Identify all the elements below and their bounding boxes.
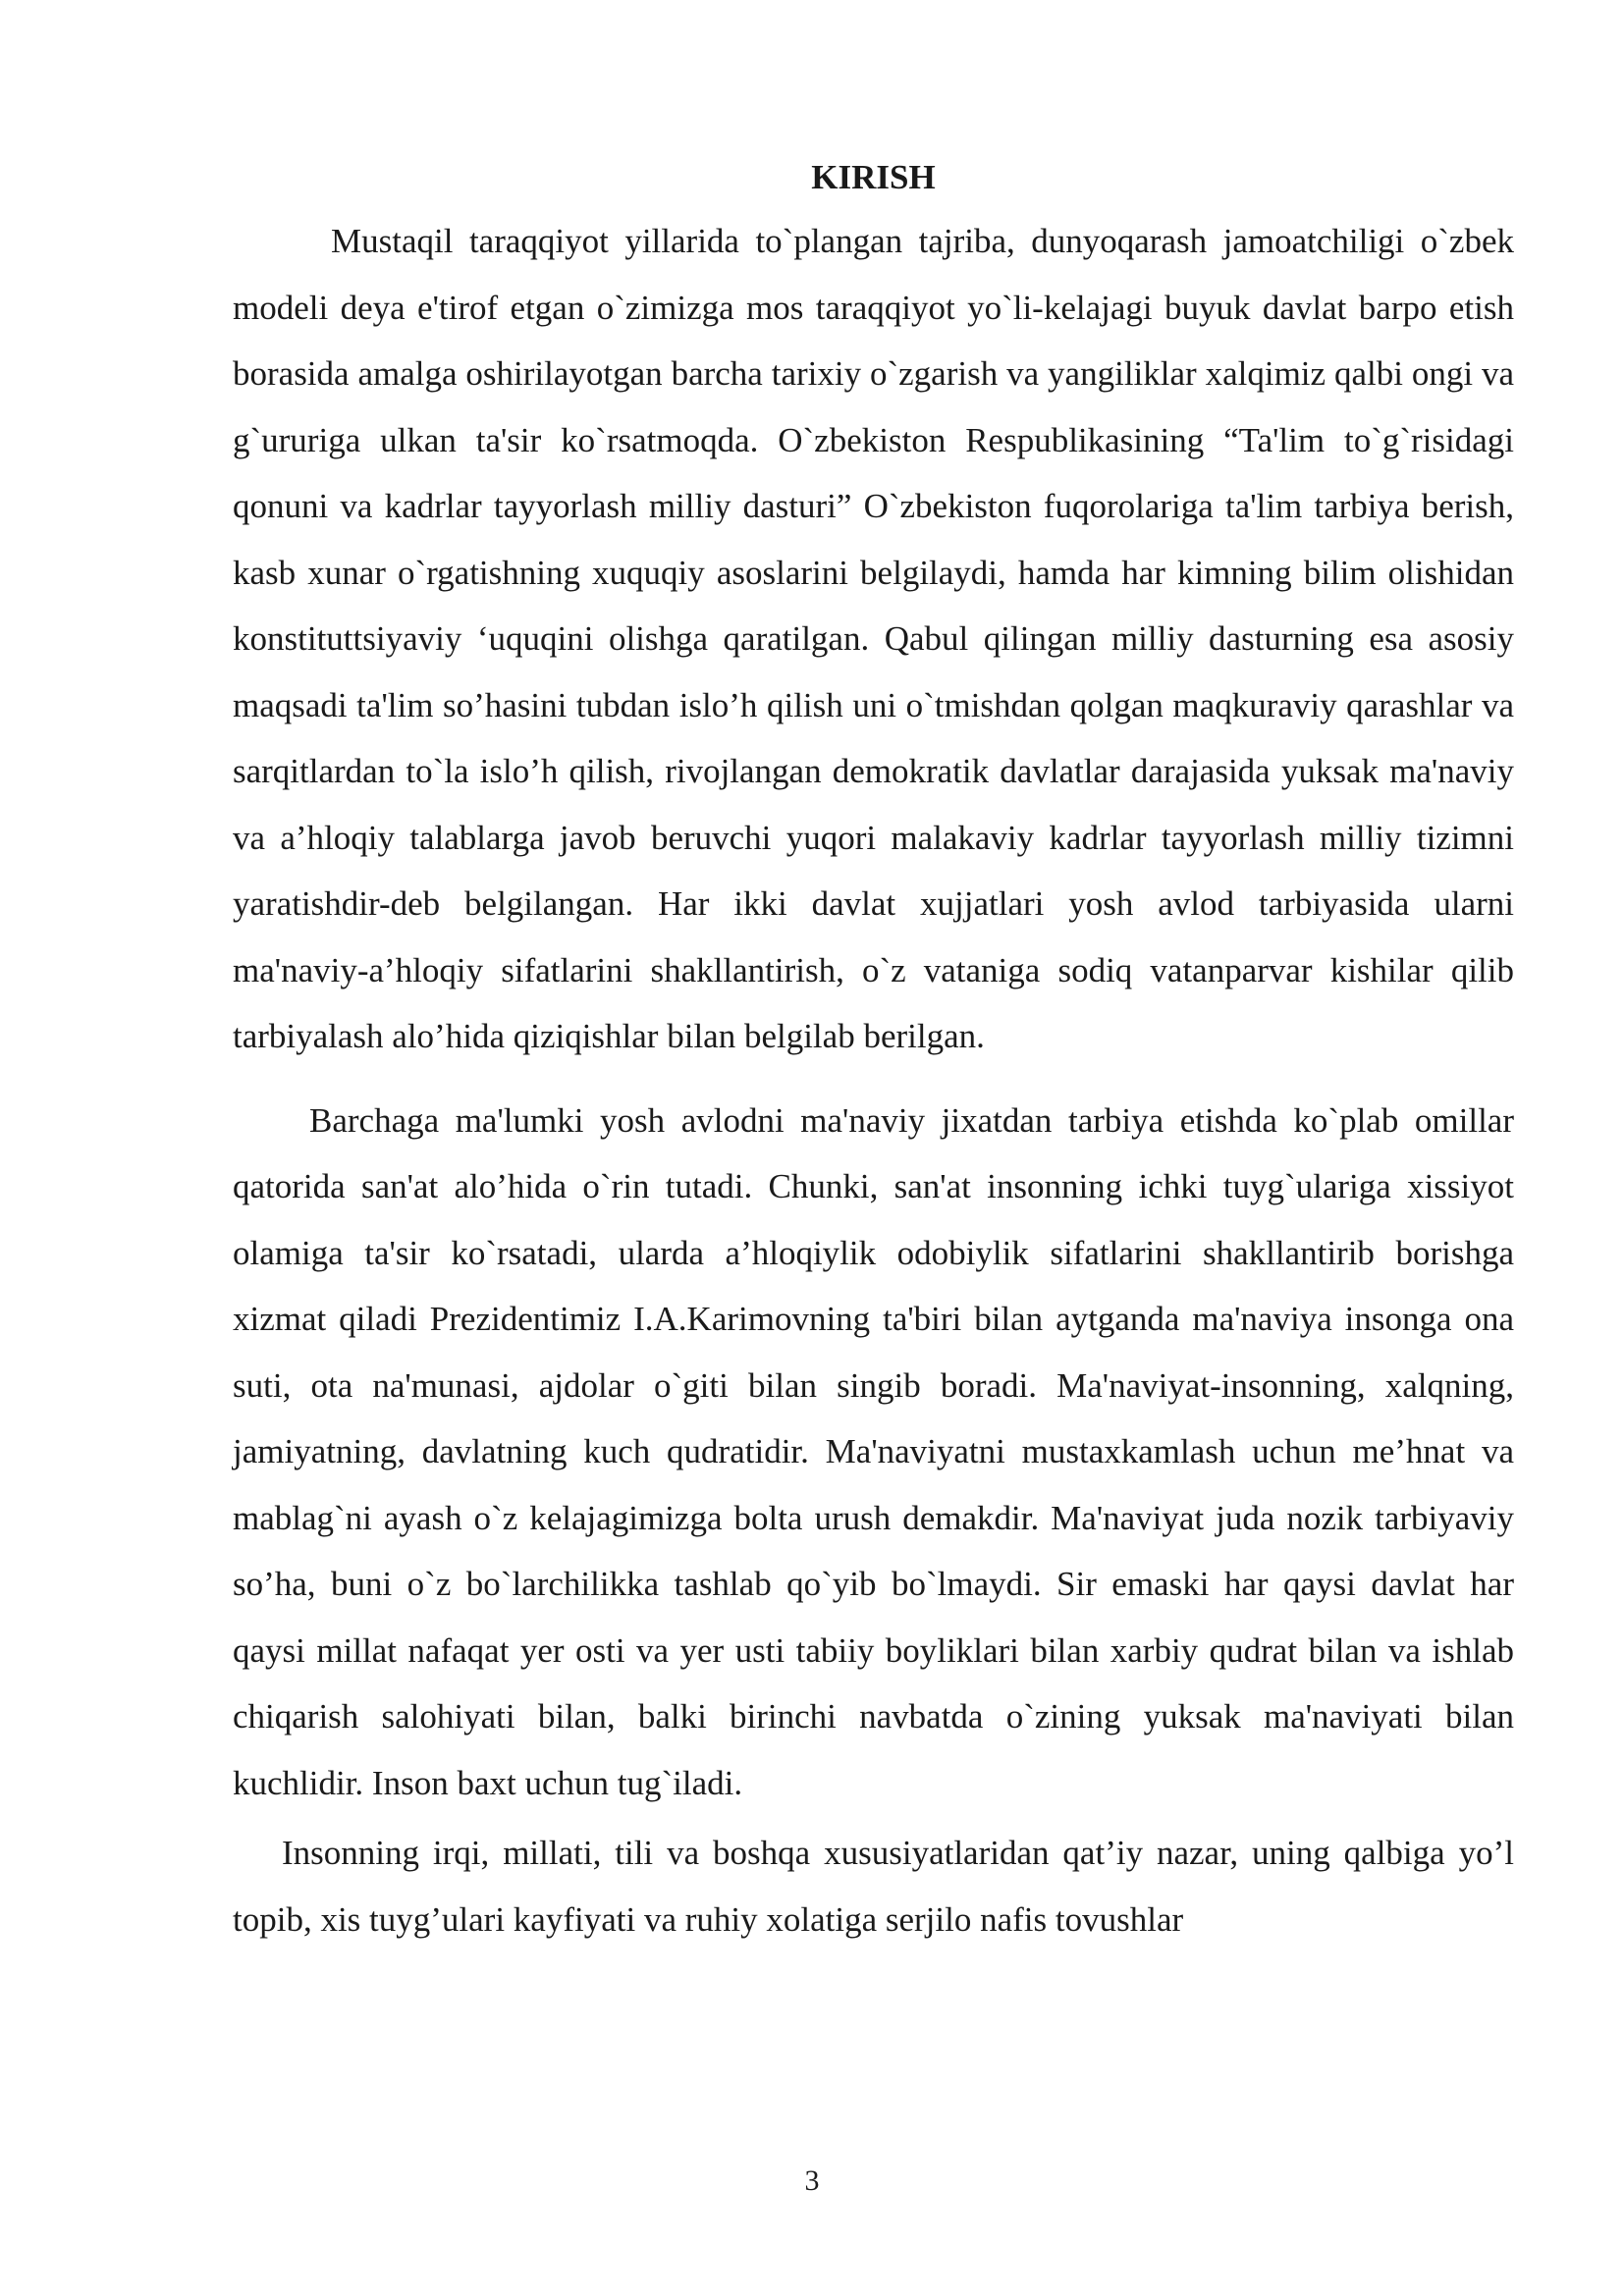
- page-content: [233, 147, 1514, 1952]
- paragraph-2: Barchaga ma'lumki yosh avlodni ma'naviy jixatdan tarbiya etishda ko`plab omillar qatorida san'at alo’hida o`rin tutadi. Chunki, san'at insonning ichki tuyg`ulariga xissiyot olamiga ta'sir ko`rsatadi, ularda a’hloqiylik odobiylik sifatlarini shakllantirib borishga xizmat qiladi Prezidentimiz I.A.Karimovning ta'biri bilan aytganda ma'naviya insonga ona suti, ota na'munasi, ajdolar o`giti bilan singib boradi. Ma'naviyat-insonning, xalqning, jamiyatning, davlatning kuch qudratidir. Ma'naviyatni mustaxkamlash uchun me’hnat va mablag`ni ayash o`z kelajagimizga bolta urush demakdir. Ma'naviyat juda nozik tarbiyaviy so’ha, buni o`z bo`larchilikka tashlab qo`yib bo`lmaydi. Sir emaski har qaysi davlat har qaysi millat nafaqat yer osti va yer usti tabiiy boyliklari bilan xarbiy qudrat bilan va ishlab chiqarish salohiyati bilan, balki birinchi navbatda o`zining yuksak ma'naviyati bilan kuchlidir. Inson baxt uchun tug`iladi.: [233, 1100, 1514, 1802]
- paragraph-3: Insonning irqi, millati, tili va boshqa xususiyatlaridan qat’iy nazar, uning qalbiga yo’l topib, xis tuyg’ulari kayfiyati va ruhiy xolatiga serjilo nafis tovushlar: [233, 1834, 1514, 1939]
- paragraph-1: Mustaqil taraqqiyot yillarida to`plangan tajriba, dunyoqarash jamoatchiligi o`zbek modeli deya e'tirof etgan o`zimizga mos taraqqiyot yo`li-kelajagi buyuk davlat barpo etish borasida amalga oshirilayotgan barcha tarixiy o`zgarish va yangiliklar xalqimiz qalbi ongi va g`ururiga ulkan ta'sir ko`rsatmoqda. O`zbekiston Respublikasining “Ta'lim to`g`risidagi qonuni va kadrlar tayyorlash milliy dasturi” O`zbekiston fuqorolariga ta'lim tarbiya berish, kasb xunar o`rgatishning xuquqiy asoslarini belgilaydi, hamda har kimning bilim olishidan konstituttsiyaviy ‘uquqini olishga qaratilgan. Qabul qilingan milliy dasturning esa asosiy maqsadi ta'lim so’hasini tubdan islo’h qilish uni o`tmishdan qolgan maqkuraviy qarashlar va sarqitlardan to`la islo’h qilish, rivojlangan demokratik davlatlar darajasida yuksak ma'naviy va a’hloqiy talablarga javob beruvchi yuqori malakaviy kadrlar tayyorlash milliy tizimni yaratishdir-deb belgilangan. Har ikki davlat xujjatlari yosh avlod tarbiyasida ularni ma'naviy-a’hloqiy sifatlarini shakllantirish, o`z vataniga sodiq vatanparvar kishilar qilib tarbiyalash alo’hida qiziqishlar bilan belgilab berilgan.: [233, 222, 1514, 1055]
- page-number: 3: [804, 2164, 820, 2197]
- page-heading: KIRISH: [811, 158, 936, 196]
